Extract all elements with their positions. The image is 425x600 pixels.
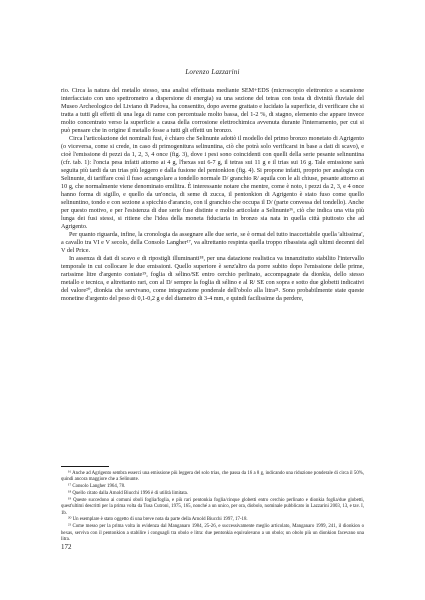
footnote-21: ²¹ Come messo per la prima volta in evidenza dal Manganaro 1984, 25-26, e successivamente meglio articolato, Manganaro 1999, 241, il dionkion o hexas, serviva con il pentonkion a stabilire i conguagli tra obolo e litra: due pentonkia equivalevano a un obolo; un obolo più un dionkion facevano una litra. (61, 524, 364, 542)
footnote-16: ¹⁶ Anche ad Agrigento sembra esserci una emissione più leggera del solo trias, che passa da 16 a 8 g, indicando una riduzione ponderale di circa il 50%, quindi ancora maggiore che a Selinunte. (61, 471, 364, 483)
footnote-separator (61, 466, 109, 467)
paragraph-2: Circa l'articolazione dei nominali fusi, è chiaro che Selinunte adottò il modello del primo bronzo monetato di Agrigento (o viceversa, come si crede, in caso di primogenitura selinuntina, ciò che potrà solo verificarsi in base a dati di scavo), e cioè l'emissione di pezzi da 1, 2, 3, 4 once (fig. 3), dove i pesi sono coincidenti con quelli della serie pesante selinuntina (cfr. tab. 1): l'oncia pesa infatti attorno ai 4 g, l'hexas sui 6-7 g, il tetras sui 11 g e il trias sui 16 g. Tale emissione sarà seguita più tardi da un trias più leggero e dalla fusione del pentonkion (fig. 4). Si propone infatti, proprio per analogia con Selinunte, di tariffare così il fuso acrangolare a tondello normale D/ granchio R/ aquila con le ali chiuse, pesante attorno ai 10 g, che normalmente viene denominato emilitra. È interessante notare che mentre, come è noto, i pezzi da 2, 3, e 4 once hanno forma di sigillo, e quello da un'oncia, di seme di zucca, il pentonkion di Agrigento è stato fuso come quello selinuntino, tondo e con sezione a spicchio d'arancio, con il granchio che occupa il D/ (parte convessa del tondello). Anche per questo motivo, e per l'esistenza di due serie fuse distinte e molto articolate a Selinunte¹⁶, ciò che indica una vita più lunga dei fusi stessi, si ritiene che l'idea della moneta fiduciaria in bronzo sia nata in quella città piuttosto che ad Agrigento. (61, 136, 364, 231)
running-header: Lorenzo Lazzarini (185, 68, 240, 76)
paragraph-1: rio. Circa la natura del metallo stesso, una analisi effettuata mediante SEM+EDS (microscopio elettronico a scansione interfacciato con uno spettrometro a dispersione di energia) su una sezione del tetras con testa di divinità fluviale del Museo Archeologico del Liviano di Padova, ha consentito, dopo averne grattato e lucidato la superficie, di verificare che si tratta a tutti gli effetti di una lega di rame con percentuale molto bassa, del 1-2 %, di stagno, elemento che appare invece molto concentrato verso la superficie a causa della corrosione elettrochimica avvenuta durante l'interramento, per cui si può pensare che in origine il metallo fosse a tutti gli effetti un bronzo. (61, 88, 364, 135)
footnote-17: ¹⁷ Consolo Langher 1964, 78. (68, 484, 126, 490)
page-number: 172 (61, 543, 72, 551)
body-text (61, 87, 364, 303)
paragraph-3: Per quanto riguarda, infine, la cronologia da assegnare alle due serie, se è ormai del tutto inaccettabile quella 'altissima', a cavallo tra VI e V secolo, della Consolo Langher¹⁷, va altrettanto respinta quella troppo ribassista agli ultimi decenni del V del Price. (61, 232, 364, 255)
footnotes (61, 471, 364, 544)
footnote-19: ¹⁹ Queste succedono ai comuni oboli foglia/foglia, e più rari pentonkia foglia/cinque globetti entro cerchio perlinato e dionkia foglia/due globetti, quest'ultimi descritti per la prima volta da Tusa Cutroni, 1975, 165, nonché a un unico, per ora, diobolo, nominale pubblicato in Lazzarini 2003, 13, e tav. I, 1b. (61, 497, 364, 516)
footnote-18: ¹⁸ Quello citato dalla Arnold Biucchi 1996 è di utilità limitata. (68, 491, 189, 497)
paragraph-4: In assenza di dati di scavo e di ripostigli illuminanti¹⁸, per una datazione realistica va innanzitutto stabilito l'intervallo temporale in cui collocare le due emissioni. Quello superiore è senz'altro da porre subito dopo l'emissione delle prime, rarissime litre d'argento coniate¹⁹, foglia di sélino/SE entro cerchio perlinato, accompagnate da dionkia, dello stesso metallo e tecnica, e altrettanto rari, con al D/ sempre la foglia di sélino e al R/ SE con sopra e sotto due globetti indicativi del valore²⁰, dionkia che servivano, come integrazione ponderale dell'obolo alla litra²¹. Sono probabilmente state queste monetine d'argento del peso di 0,1-0,2 g e del diametro di 3-4 mm, e quindi facilissime da perdere, (61, 256, 364, 303)
footnote-20: ²⁰ Un esemplare è stato oggetto di una breve nota da parte della Arnold Biucchi 1997, 17-18. (68, 517, 248, 523)
